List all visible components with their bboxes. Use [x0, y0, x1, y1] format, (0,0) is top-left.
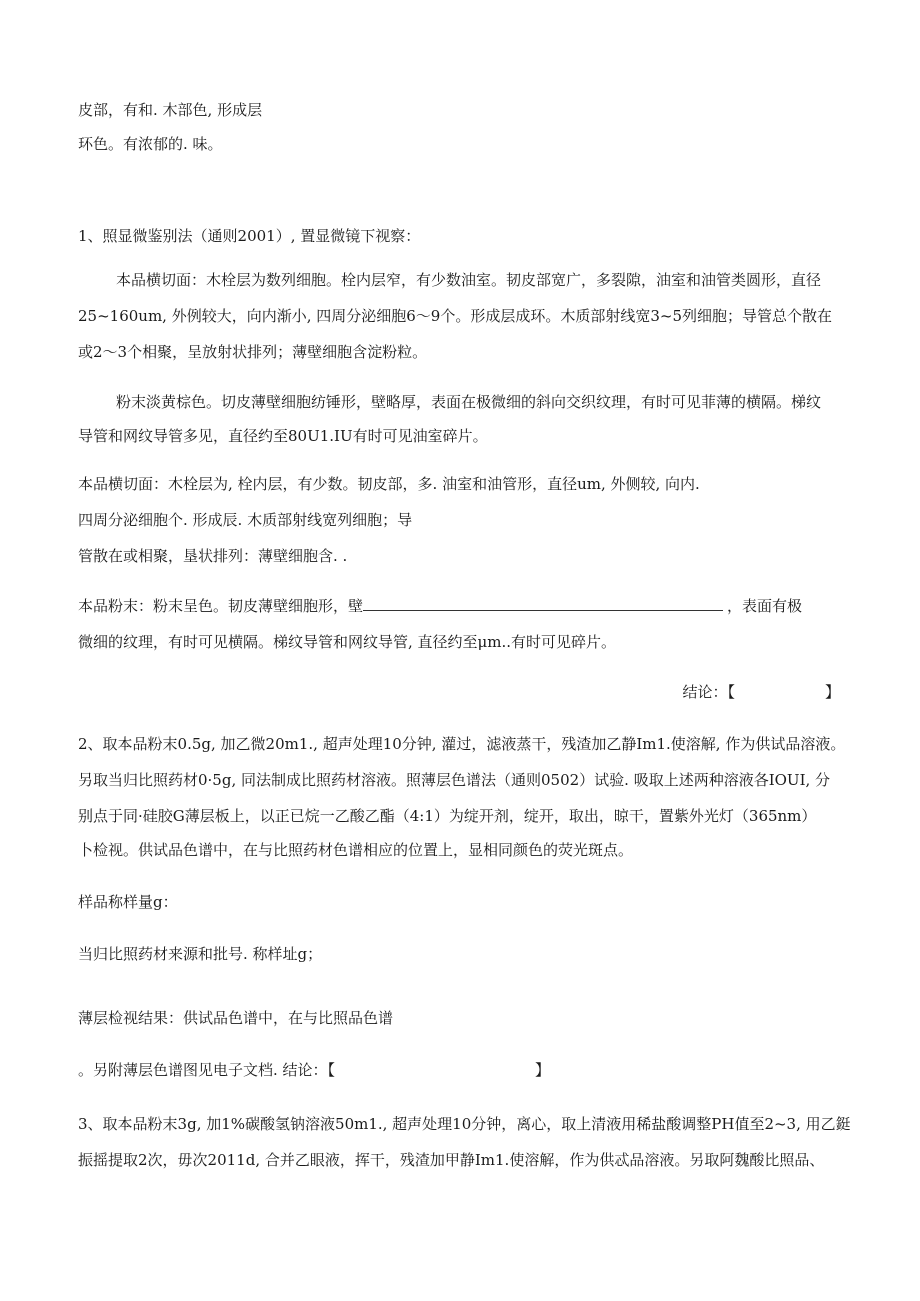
- fill2-text-a: 本品粉末：粉末呈色。韧皮薄壁细胞形，壁: [78, 597, 364, 615]
- tlc-result: 薄层检视结果：供试品色谱中，在与比照品色谱: [78, 1009, 394, 1027]
- fill1-line-1: 本品横切面：木栓层为, 栓内层，有少数。韧皮部，多. 油室和油管形，直径um, 外侧较, 向内.: [78, 475, 700, 493]
- fill2-line-1: [78, 596, 802, 616]
- para2-line-1: 粉末淡黄棕色。切皮薄壁细胞纺锤形，壁略厚，表面在极微细的斜向交织纹理，有时可见菲薄的横隔。梯纹: [116, 393, 822, 411]
- attach-text-b: 】: [535, 1061, 551, 1079]
- fill-in-blank[interactable]: [363, 596, 723, 611]
- sec3-line-2: 振摇提取2次，毋次2011d, 合并乙眼液，挥干，残渣加甲静Im1.使溶解，作为供忒品溶液。另取阿魏酸比照品、: [78, 1151, 825, 1169]
- sec3-line-1: 3、取本品粉末3g, 加1%碳酸氢钠溶液50m1., 超声处理10分钟，离心，取上清液用稀盐酸调整PH值至2~3, 用乙鋌: [78, 1115, 851, 1133]
- ref-source: 当归比照药材来源和批号. 称样址g；: [78, 945, 323, 963]
- para1-line-3: 或2〜3个相聚，呈放射状排列；薄壁细胞含淀粉粒。: [78, 343, 428, 361]
- attach-text-a: 。另附薄层色谱图见电子文档. 结论：【: [78, 1061, 336, 1079]
- top-line-1: 皮部，有和. 木部色, 形成层: [78, 101, 263, 119]
- para1-line-2: 25~160um, 外例较大，向内渐小, 四周分泌细胞6〜9个。形成层成环。木质部射线宽3~5列细胞；导管总个散在: [78, 307, 832, 325]
- sec2-line-3: 别点于同·硅胶G薄层板上，以正已烷一乙酸乙酯（4:1）为绽开剂，绽开，取出，晾干，置紫外光灯（365nm）: [78, 807, 817, 825]
- attach-line: [78, 1060, 550, 1080]
- para1-line-1: 本品横切面：木栓层为数列细胞。栓内层窄，有少数油室。韧皮部宽广，多裂隙，油室和油管类圆形，直径: [116, 271, 822, 289]
- fill2-text-b: ，表面有极: [727, 597, 803, 615]
- section1-heading: 1、照显微鉴别法（通则2001）, 置显微镜下视察：: [78, 227, 421, 245]
- fill1-line-2: 四周分泌细胞个. 形成辰. 木质部射线宽列细胞；导: [78, 511, 413, 529]
- para2-line-2: 导管和网纹导管多见，直径约至80U1.IU有时可见油室碎片。: [78, 427, 488, 445]
- conclusion-1: 结论：【 】: [682, 683, 840, 701]
- top-line-2: 环色。有浓郁的. 味。: [78, 135, 223, 153]
- sec2-line-4: 卜检视。供试品色谱中，在与比照药材色谱相应的位置上，显相同颜色的荧光斑点。: [78, 841, 634, 859]
- sec2-line-1: 2、取本品粉末0.5g, 加乙微20m1., 超声处理10分钟, 灌过，滤液蒸干，残渣加乙静Im1.使溶解, 作为供试品溶液。: [78, 735, 846, 753]
- fill2-line-2: 微细的纹理，有时可见横隔。梯纹导管和网纹导管, 直径约至μm..有时可见碎片。: [78, 633, 617, 651]
- sec2-line-2: 另取当归比照药材0·5g, 同法制成比照药材溶液。照薄层色谱法（通则0502）试验. 吸取上述两种溶液各IOUI, 分: [78, 771, 831, 789]
- fill1-line-3: 管散在或相聚，垦状排列：薄壁细胞含. .: [78, 547, 348, 565]
- sample-weight: 样品称样量g：: [78, 893, 178, 911]
